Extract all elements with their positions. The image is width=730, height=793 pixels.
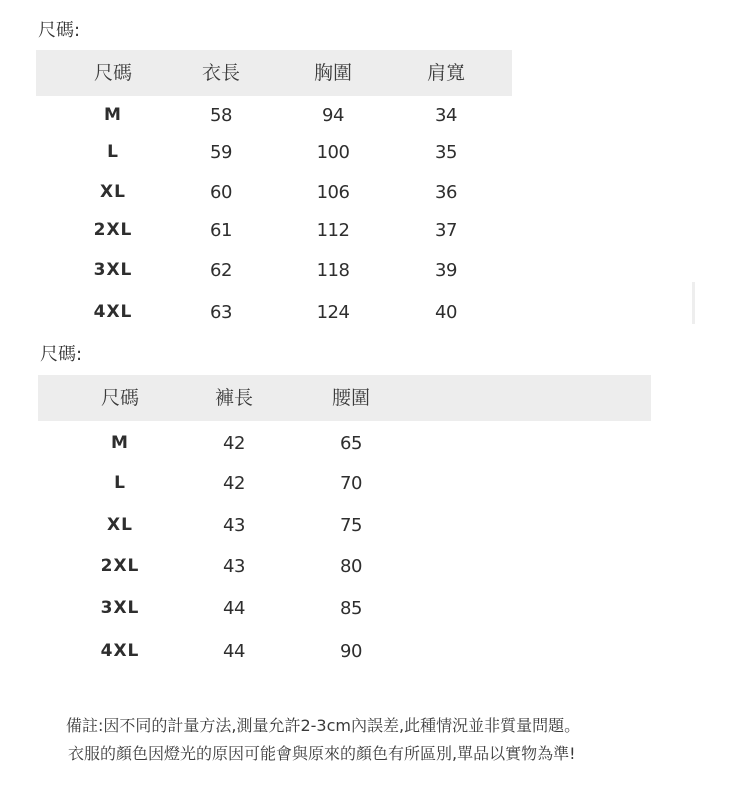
- top-table-value-cell: 34: [435, 105, 457, 126]
- bottom-table-value-cell: 43: [223, 556, 245, 577]
- top-table-size-cell: XL: [100, 182, 126, 202]
- top-table-value-cell: 36: [435, 182, 457, 203]
- bottom-table-value-cell: 43: [223, 515, 245, 536]
- bottom-table-size-cell: 2XL: [100, 556, 140, 576]
- bottom-table-value-cell: 42: [223, 433, 245, 454]
- bottom-table-header-cell: 褲長: [214, 387, 254, 409]
- top-table-value-cell: 63: [210, 302, 232, 323]
- note-line-2: 衣服的顏色因燈光的原因可能會與原來的顏色有所區別,單品以實物為準!: [68, 744, 576, 763]
- bottom-table-header-cell: 尺碼: [100, 387, 140, 409]
- bottom-table-value-cell: 80: [340, 556, 362, 577]
- top-table-value-cell: 118: [316, 260, 350, 281]
- top-table-value-cell: 39: [435, 260, 457, 281]
- top-table-value-cell: 62: [210, 260, 232, 281]
- top-size-label: 尺碼:: [38, 20, 81, 41]
- bottom-table-size-cell: XL: [107, 515, 133, 535]
- top-table-value-cell: 61: [210, 220, 232, 241]
- bottom-table-header: [38, 375, 651, 421]
- top-table-header-cell: 肩寬: [426, 62, 466, 84]
- top-table-size-cell: M: [104, 105, 122, 125]
- note-line-1: 備註:因不同的計量方法,測量允許2-3cm內誤差,此種情況並非質量問題。: [66, 716, 581, 735]
- bottom-table-value-cell: 44: [223, 641, 245, 662]
- top-table-value-cell: 35: [435, 142, 457, 163]
- top-table-size-cell: 4XL: [93, 302, 133, 322]
- bottom-table-value-cell: 44: [223, 598, 245, 619]
- top-table-value-cell: 112: [316, 220, 350, 241]
- top-table-size-cell: 3XL: [93, 260, 133, 280]
- bottom-table-value-cell: 90: [340, 641, 362, 662]
- top-table-value-cell: 94: [322, 105, 344, 126]
- top-table-value-cell: 37: [435, 220, 457, 241]
- top-table-header-cell: 尺碼: [93, 62, 133, 84]
- bottom-table-value-cell: 75: [340, 515, 362, 536]
- edge-mark: [692, 282, 695, 324]
- bottom-table-size-cell: M: [111, 433, 129, 453]
- bottom-table-size-cell: 4XL: [100, 641, 140, 661]
- top-table-size-cell: 2XL: [93, 220, 133, 240]
- bottom-table-size-cell: 3XL: [100, 598, 140, 618]
- notes: [66, 712, 706, 768]
- bottom-table-value-cell: 65: [340, 433, 362, 454]
- bottom-table-value-cell: 85: [340, 598, 362, 619]
- top-table-value-cell: 100: [316, 142, 350, 163]
- top-table-value-cell: 60: [210, 182, 232, 203]
- bottom-size-label: 尺碼:: [40, 344, 83, 365]
- top-table-value-cell: 40: [435, 302, 457, 323]
- bottom-table-header-cell: 腰圍: [331, 387, 371, 409]
- bottom-table-value-cell: 42: [223, 473, 245, 494]
- bottom-table-size-cell: L: [114, 473, 126, 493]
- top-table-header: [36, 50, 512, 96]
- top-table-value-cell: 59: [210, 142, 232, 163]
- top-table-header-cell: 衣長: [201, 62, 241, 84]
- top-table-header-cell: 胸圍: [313, 62, 353, 84]
- top-table-size-cell: L: [107, 142, 119, 162]
- top-table-value-cell: 106: [316, 182, 350, 203]
- top-table-value-cell: 58: [210, 105, 232, 126]
- bottom-table-value-cell: 70: [340, 473, 362, 494]
- top-table-value-cell: 124: [316, 302, 350, 323]
